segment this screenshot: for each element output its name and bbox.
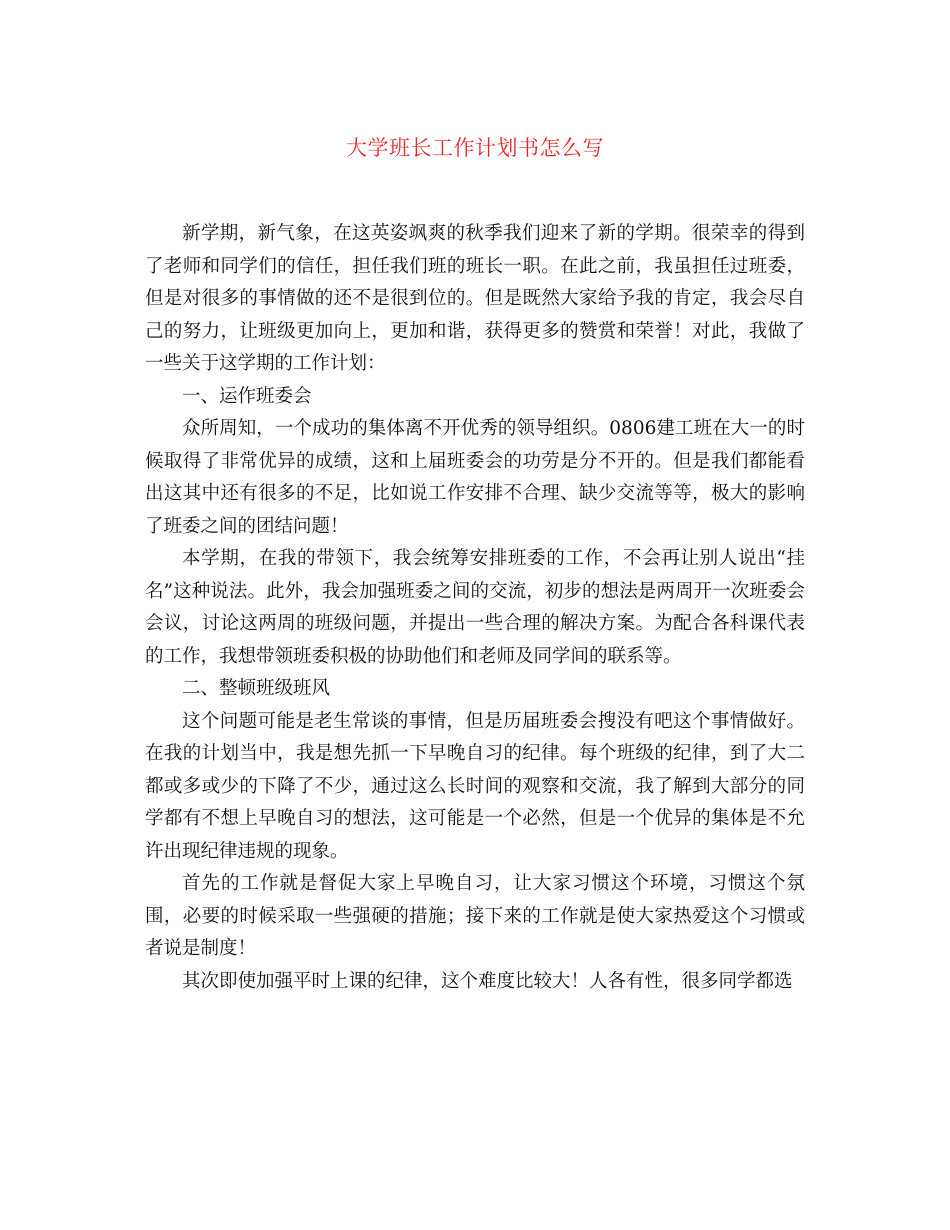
section-heading-1: 一、运作班委会: [182, 385, 312, 407]
document-body: [145, 218, 805, 998]
paragraph: 首先的工作就是督促大家上早晚自习，让大家习惯这个环境，习惯这个氛围，必要的时候采取一些强硬的措施；接下来的工作就是使大家热爱这个习惯或者说是制度！: [145, 873, 805, 959]
section-heading-2: 二、整顿班级班风: [182, 678, 331, 699]
paragraph-intro: 新学期，新气象，在这英姿飒爽的秋季我们迎来了新的学期。很荣幸的得到了老师和同学们的信任，担任我们班的班长一职。在此之前，我虽担任过班委，但是对很多的事情做的还不是很到位的。但是既然大家给予我的肯定，我会尽自己的努力，让班级更加向上，更加和谐，获得更多的赞赏和荣誉！对此，我做了一些关于这学期的工作计划：: [145, 223, 805, 374]
paragraph: 本学期，在我的带领下，我会统筹安排班委的工作，不会再让别人说出“挂名”这种说法。此外，我会加强班委之间的交流，初步的想法是两周开一次班委会会议，讨论这两周的班级问题，并提出一些合理的解决方案。为配合各科课代表的工作，我想带领班委积极的协助他们和老师及同学间的联系等。: [145, 548, 805, 667]
paragraph: 其次即使加强平时上课的纪律，这个难度比较大！人各有性，很多同学都选: [182, 970, 793, 992]
paragraph: 众所周知，一个成功的集体离不开优秀的领导组织。0806建工班在大一的时候取得了非常优异的成绩，这和上届班委会的功劳是分不开的。但是我们都能看出这其中还有很多的不足，比如说工作安排不合理、缺少交流等等，极大的影响了班委之间的团结问题！: [145, 418, 805, 537]
paragraph: 这个问题可能是老生常谈的事情，但是历届班委会搜没有吧这个事情做好。在我的计划当中，我是想先抓一下早晚自习的纪律。每个班级的纪律，到了大二都或多或少的下降了不少，通过这么长时间的观察和交流，我了解到大部分的同学都有不想上早晚自习的想法，这可能是一个必然，但是一个优异的集体是不允许出现纪律违规的现象。: [145, 710, 805, 862]
document-title: 大学班长工作计划书怎么写: [346, 136, 604, 160]
